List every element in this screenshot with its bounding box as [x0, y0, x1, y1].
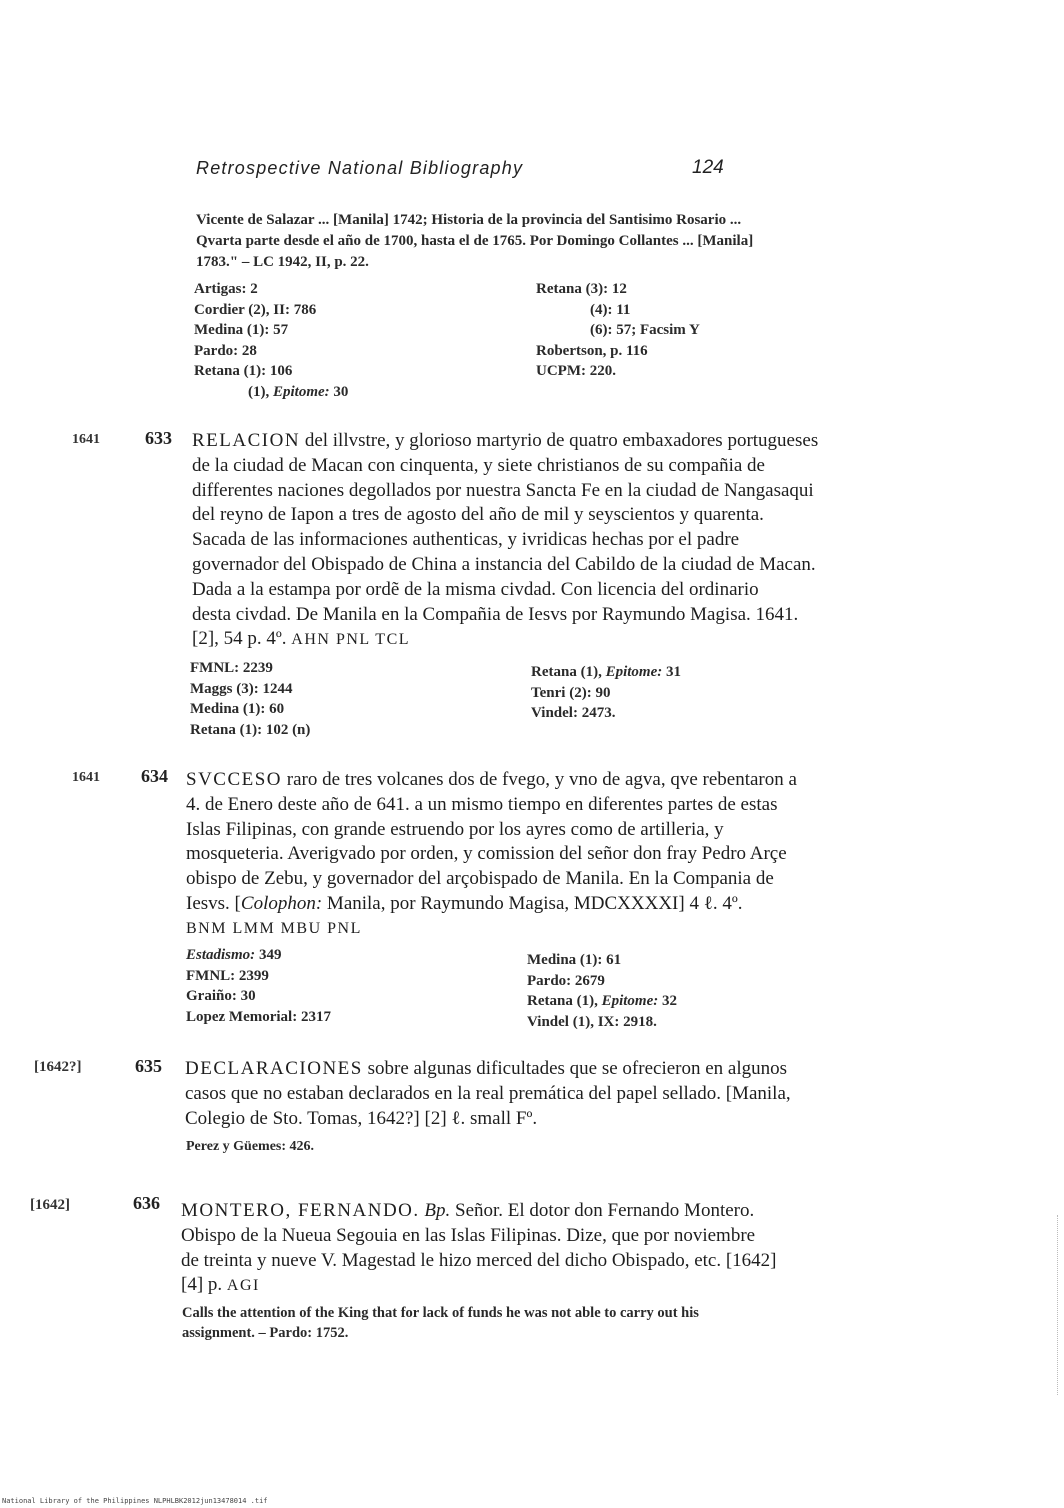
text-line: Dada a la estampa por ordẽ de la misma civdad. Con licencia del ordinario — [192, 578, 759, 600]
locations-line: BNM LMM MBU PNL — [186, 919, 362, 937]
entry-634-text — [186, 768, 797, 942]
running-header-title: Retrospective National Bibliography — [196, 158, 524, 178]
references-left — [186, 945, 331, 1027]
text-line: Calls the attention of the King that for lack of funds he was not able to carry out his — [182, 1305, 699, 1321]
entry-first-line: RELACION del illvstre, y glorioso martyrio de quatro embaxadores portugueses — [192, 430, 819, 451]
annotation-note — [182, 1303, 699, 1343]
entry-number: 636 — [133, 1193, 160, 1213]
text-line: obispo de Zebu, y governador del arçobispado de Manila. En la Compania de — [186, 868, 774, 890]
entry-year: 1641 — [72, 770, 100, 785]
entry-first-line: DECLARACIONES sobre algunas dificultades que se ofrecieron en algunos — [185, 1058, 788, 1079]
text-line: differentes naciones degollados por nuestra Sancta Fe en la ciudad de Nangasaqui — [192, 479, 814, 501]
reference: FMNL: 2239 — [190, 660, 273, 676]
entry-number: 635 — [135, 1056, 162, 1076]
reference: Retana (1): 102 (n) — [190, 721, 311, 738]
continuation-text — [196, 210, 836, 273]
entry-first-line: MONTERO, FERNANDO. Bp. Señor. El dotor don Fernando Montero. — [181, 1200, 755, 1221]
colophon-line: Iesvs. [Colophon: Manila, por Raymundo Magisa, MDCXXXXI] 4 ℓ. 4º. — [186, 892, 743, 914]
entry-year: 1641 — [72, 432, 100, 447]
reference: Retana (1), Epitome: 32 — [527, 993, 677, 1009]
reference: Estadismo: 349 — [186, 947, 282, 963]
entry-636-text — [181, 1199, 777, 1299]
reference: Tenri (2): 90 — [531, 684, 611, 701]
references-right — [536, 279, 700, 382]
reference: Medina (1): 61 — [527, 952, 622, 968]
references-left — [194, 279, 348, 402]
reference: Graiño: 30 — [186, 988, 256, 1004]
text-line: del reyno de Iapon a tres de agosto del año de mil y seyscientos y quarenta. — [192, 504, 764, 526]
reference: Robertson, p. 116 — [536, 342, 648, 359]
reference: Lopez Memorial: 2317 — [186, 1008, 331, 1025]
reference: Medina (1): 60 — [190, 701, 285, 717]
scan-artifact-line — [1057, 1215, 1059, 1395]
entry-number: 634 — [141, 766, 168, 786]
text-line: desta civdad. De Manila en la Compañia de Iesvs por Raymundo Magisa. 1641. — [192, 603, 799, 625]
entry-635-text — [185, 1057, 791, 1131]
entry-first-line: SVCCESO raro de tres volcanes dos de fvego, y vno de agva, qve rebentaron a — [186, 769, 797, 790]
text-line: 4. de Enero deste año de 641. a un mismo tiempo en diferentes partes de estas — [186, 793, 778, 815]
text-line: Islas Filipinas, con grande estruendo por los ayres como de artilleria, y — [186, 818, 724, 840]
entry-633-text — [192, 429, 818, 653]
text-line: 1783." – LC 1942, II, p. 22. — [196, 254, 369, 270]
reference: UCPM: 220. — [536, 363, 616, 379]
reference: Cordier (2), II: 786 — [194, 301, 317, 318]
collation-line: [4] p. AGI — [181, 1274, 260, 1296]
reference: (1), Epitome: 30 — [248, 383, 349, 400]
reference: Pardo: 28 — [194, 342, 257, 359]
text-line: Obispo de la Nueua Segouia en las Islas Filipinas. Dize, que por noviembre — [181, 1224, 756, 1246]
text-line: casos que no estaban declarados en la real premática del papel sellado. [Manila, — [185, 1082, 791, 1104]
reference: Pardo: 2679 — [527, 972, 605, 989]
text-line: governador del Obispado de China a instancia del Cabildo de la ciudad de Macan. — [192, 553, 816, 575]
references-right — [527, 950, 677, 1032]
text-line: Sacada de las informaciones authenticas, y ivridicas hechas por el padre — [192, 529, 740, 551]
reference: Retana (1), Epitome: 31 — [531, 664, 681, 680]
scan-footer: National Library of the Philippines NLPHLBK2012jun13478014 .tif — [2, 1497, 268, 1505]
references-right — [531, 662, 681, 724]
reference: Medina (1): 57 — [194, 322, 289, 338]
text-line: de la ciudad de Macan con cinquenta, y siete christianos de su compañia de — [192, 454, 765, 476]
entry-year: [1642] — [30, 1197, 70, 1213]
entry-year: [1642?] — [34, 1059, 82, 1075]
collation-line: [2], 54 p. 4º. AHN PNL TCL — [192, 628, 411, 650]
reference: Retana (3): 12 — [536, 281, 627, 297]
reference: Vindel: 2473. — [531, 705, 616, 721]
references — [186, 1137, 314, 1158]
text-line: Qvarta parte desde el año de 1700, hasta el de 1765. Por Domingo Collantes ... [Manila] — [196, 233, 754, 249]
reference: Maggs (3): 1244 — [190, 680, 293, 697]
reference: (6): 57; Facsim Y — [590, 322, 700, 338]
entry-number: 633 — [145, 428, 172, 448]
reference: Vindel (1), IX: 2918. — [527, 1013, 657, 1030]
text-line: Colegio de Sto. Tomas, 1642?] [2] ℓ. small Fº. — [185, 1107, 538, 1129]
reference: (4): 11 — [590, 301, 631, 318]
text-line: mosqueteria. Averigvado por orden, y comission del señor don fray Pedro Arçe — [186, 843, 787, 865]
reference: Perez y Güemes: 426. — [186, 1139, 315, 1154]
reference: FMNL: 2399 — [186, 967, 269, 984]
references-left — [190, 658, 310, 740]
reference: Artigas: 2 — [194, 281, 258, 297]
reference: Retana (1): 106 — [194, 363, 293, 379]
text-line: assignment. – Pardo: 1752. — [182, 1325, 349, 1341]
text-line: Vicente de Salazar ... [Manila] 1742; Historia de la provincia del Santisimo Rosario ... — [196, 212, 742, 228]
text-line: de treinta y nueve V. Magestad le hizo merced del dicho Obispado, etc. [1642] — [181, 1249, 777, 1271]
page-number: 124 — [692, 157, 724, 178]
